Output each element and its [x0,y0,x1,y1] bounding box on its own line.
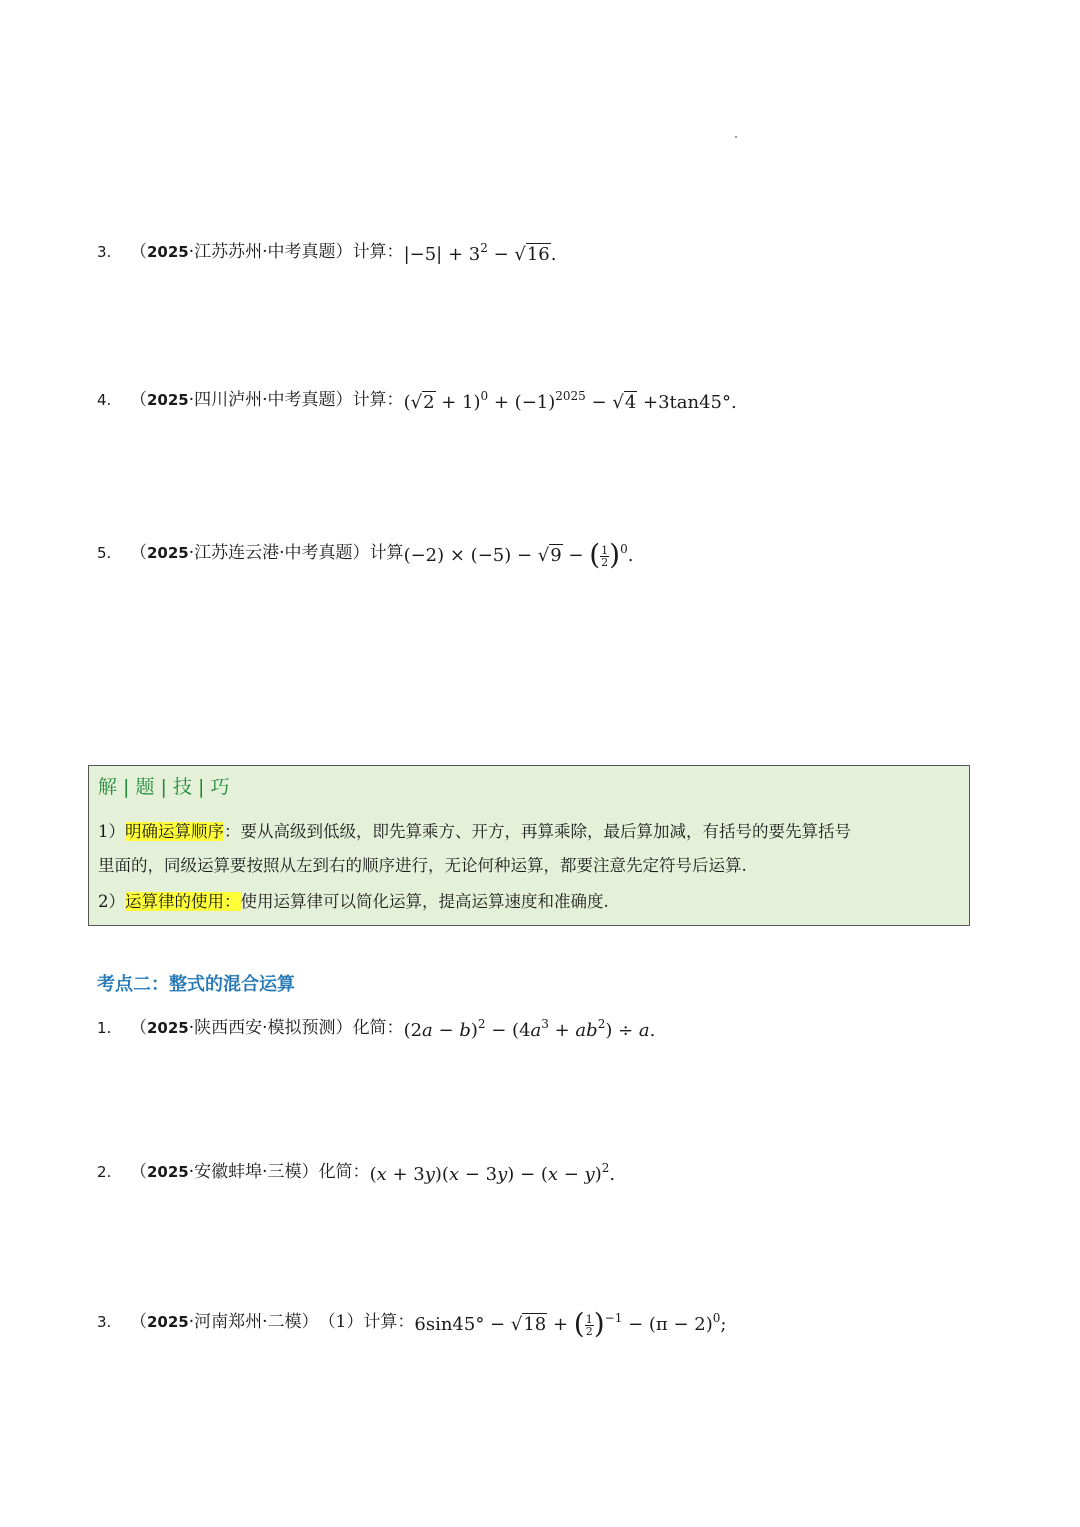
tips-title: 解 | 题 | 技 | 巧 [98,776,230,798]
math-expression: $(x + 3y)(x - 3y) - (x - y)^2$. [369,1161,616,1185]
tip-item-1-continued: 里面的，同级运算要按照从左到右的顺序进行，无论何种运算，都要注意先定符号后运算. [98,856,747,875]
question-2-bengbu [97,1156,615,1187]
question-1-xian [97,1012,655,1043]
question-prompt: 计算 [369,542,404,563]
question-source: （2025·江苏苏州·中考真题） [130,241,353,262]
scan-speck [735,136,737,138]
tip-highlight: 运算律的使用： [125,892,241,911]
question-source: （2025·江苏连云港·中考真题） [130,542,370,563]
math-expression: $|-5| + 3^2 - √16$. [403,241,557,265]
question-prompt: 化简： [352,1017,404,1038]
question-source: （2025·安徽蚌埠·三模） [130,1161,319,1182]
math-expression: $(√2 + 1)^0 + (-1)^{2025} - √4 +3\tan 45^\circ$. [403,389,737,413]
math-expression: (−2) × (−5) − √9 − ( $\frac{1}{2}$ )$^0$. [403,538,634,571]
question-4-luzhou [97,384,737,415]
question-source: （2025·河南郑州·二模） [130,1311,319,1332]
question-prompt: 化简： [318,1161,370,1182]
question-5-lianyungang [97,537,634,571]
question-3-zhengzhou [97,1306,727,1340]
section-title: 考点二：整式的混合运算 [97,974,295,995]
question-prompt: （1）计算： [318,1311,415,1332]
question-number: 4. [97,390,112,409]
tip-item-2: 2）运算律的使用：使用运算律可以简化运算，提高运算速度和准确度. [98,892,609,911]
question-source: （2025·四川泸州·中考真题） [130,389,353,410]
question-prompt: 计算： [352,241,404,262]
question-source: （2025·陕西西安·模拟预测） [130,1017,353,1038]
question-number: 3. [97,242,112,261]
tip-highlight: 明确运算顺序 [125,822,224,841]
math-expression: 6sin45° − √18 + ( $\frac{1}{2}$ )$^{-1} - (\pi - 2)^0$; [414,1307,727,1340]
question-prompt: 计算： [352,389,404,410]
math-expression: $(2a - b)^2 - (4a^3 + ab^2) \div a$. [403,1017,656,1041]
problem-solving-tips-box [88,765,970,926]
tip-item-1: 1）明确运算顺序：要从高级到低级，即先算乘方、开方，再算乘除，最后算加减，有括号的要先算括号 [98,822,851,841]
question-3-suzhou [97,236,556,267]
question-number: 3. [97,1312,112,1331]
question-number: 1. [97,1018,112,1037]
question-number: 5. [97,543,112,562]
question-number: 2. [97,1162,112,1181]
